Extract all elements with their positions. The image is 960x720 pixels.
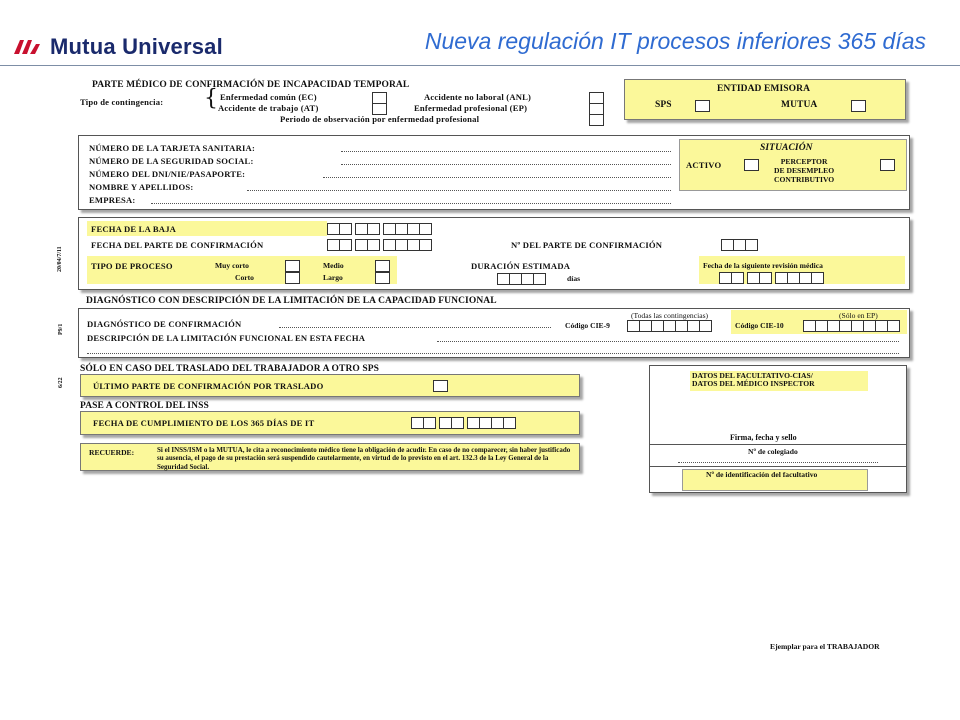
next-review-cells[interactable] bbox=[719, 272, 824, 284]
checkbox-transfer[interactable] bbox=[433, 380, 448, 392]
contingency-anl: Accidente no laboral (ANL) bbox=[424, 92, 532, 102]
diagnosis-cie9-label: Código CIE-9 bbox=[565, 321, 610, 330]
issuing-entity-panel bbox=[624, 79, 906, 120]
card-field[interactable] bbox=[341, 151, 671, 152]
company-label: EMPRESA: bbox=[89, 195, 136, 205]
confirm-number-label: Nº DEL PARTE DE CONFIRMACIÓN bbox=[511, 240, 663, 250]
transfer-last-label: ÚLTIMO PARTE DE CONFIRMACIÓN POR TRASLADO bbox=[93, 381, 324, 391]
next-review-label: Fecha de la siguiente revisión médica bbox=[703, 261, 823, 270]
checkbox-largo[interactable] bbox=[375, 272, 390, 284]
reminder-label: RECUERDE: bbox=[89, 448, 135, 457]
checkbox-corto[interactable] bbox=[285, 272, 300, 284]
diagnosis-only-ep: (Sólo en EP) bbox=[839, 311, 878, 320]
diagnosis-heading: DIAGNÓSTICO CON DESCRIPCIÓN DE LA LIMITACIÓN DE LA CAPACIDAD FUNCIONAL bbox=[86, 296, 497, 306]
side-code-c: 6/22 bbox=[58, 377, 64, 388]
inss-heading: PASE A CONTROL DEL INSS bbox=[80, 401, 209, 411]
entity-sps: SPS bbox=[655, 100, 672, 110]
checkbox-perceptor[interactable] bbox=[880, 159, 895, 171]
company-field[interactable] bbox=[151, 203, 671, 204]
contingency-label: Tipo de contingencia: bbox=[80, 97, 164, 107]
brand-logo bbox=[14, 34, 223, 60]
name-field[interactable] bbox=[247, 190, 671, 191]
cie9-cells[interactable] bbox=[627, 320, 712, 332]
diagnosis-panel bbox=[78, 308, 910, 358]
doctor-panel bbox=[649, 365, 907, 493]
dni-label: NÚMERO DEL DNI/NIE/PASAPORTE: bbox=[89, 169, 246, 179]
checkbox-active[interactable] bbox=[744, 159, 759, 171]
card-label: NÚMERO DE LA TARJETA SANITARIA: bbox=[89, 143, 256, 153]
baja-label: FECHA DE LA BAJA bbox=[91, 224, 177, 234]
diagnosis-cie10-label: Código CIE-10 bbox=[735, 321, 784, 330]
situation-panel bbox=[679, 139, 907, 191]
slide-title: Nueva regulación IT procesos inferiores 365 días bbox=[424, 28, 926, 54]
contingency-at: Accidente de trabajo (AT) bbox=[218, 103, 319, 113]
inss-date-cells[interactable] bbox=[411, 417, 516, 429]
name-label: NOMBRE Y APELLIDOS: bbox=[89, 182, 194, 192]
ss-label: NÚMERO DE LA SEGURIDAD SOCIAL: bbox=[89, 156, 254, 166]
logo-text: Mutua Universal bbox=[50, 34, 223, 59]
confirm-date-cells[interactable] bbox=[327, 239, 432, 251]
diagnosis-confirm-label: DIAGNÓSTICO DE CONFIRMACIÓN bbox=[87, 319, 242, 329]
limitation-label: DESCRIPCIÓN DE LA LIMITACIÓN FUNCIONAL EN ESTA FECHA bbox=[87, 333, 366, 343]
inss-date-label: FECHA DE CUMPLIMIENTO DE LOS 365 DÍAS DE IT bbox=[93, 418, 315, 428]
confirm-date-label: FECHA DEL PARTE DE CONFIRMACIÓN bbox=[91, 240, 264, 250]
checkbox-medio[interactable] bbox=[375, 260, 390, 272]
transfer-panel bbox=[80, 374, 580, 397]
inss-panel bbox=[80, 411, 580, 435]
duration-cells[interactable] bbox=[497, 273, 546, 285]
brace: { bbox=[204, 86, 218, 111]
process-type-label: TIPO DE PROCESO bbox=[91, 261, 173, 271]
doctor-divider-1 bbox=[650, 444, 906, 445]
contingency-ep: Enfermedad profesional (EP) bbox=[414, 103, 528, 113]
doctor-title-2: DATOS DEL MÉDICO INSPECTOR bbox=[692, 379, 815, 388]
transfer-heading: SÓLO EN CASO DEL TRASLADO DEL TRABAJADOR A OTRO SPS bbox=[80, 364, 380, 374]
side-code-a: 20/04/7/11 bbox=[57, 246, 63, 272]
checkbox-sps[interactable] bbox=[695, 100, 710, 112]
patient-panel bbox=[78, 135, 910, 210]
duration-label: DURACIÓN ESTIMADA bbox=[471, 261, 571, 271]
ss-field[interactable] bbox=[341, 164, 671, 165]
checkbox-obs[interactable] bbox=[589, 114, 604, 126]
situation-title: SITUACIÓN bbox=[760, 143, 813, 153]
dni-field[interactable] bbox=[323, 177, 671, 178]
diagnosis-all: (Todas las contingencias) bbox=[631, 311, 709, 320]
doctor-divider-2 bbox=[650, 466, 906, 467]
collegiate-field[interactable] bbox=[678, 462, 878, 463]
reminder-panel bbox=[80, 443, 580, 471]
header-divider bbox=[0, 65, 960, 66]
checkbox-mutua[interactable] bbox=[851, 100, 866, 112]
side-code-b: P9/1 bbox=[58, 323, 64, 335]
duration-days: días bbox=[567, 274, 581, 283]
limitation-field-1[interactable] bbox=[437, 341, 899, 342]
dates-panel bbox=[78, 217, 910, 290]
limitation-field-2[interactable] bbox=[87, 353, 899, 354]
diagnosis-confirm-field[interactable] bbox=[279, 327, 551, 328]
checkbox-muy-corto[interactable] bbox=[285, 260, 300, 272]
entity-title: ENTIDAD EMISORA bbox=[717, 84, 811, 94]
situation-perceptor: PERCEPTOR DE DESEMPLEO CONTRIBUTIVO bbox=[774, 157, 835, 184]
baja-date-cells[interactable] bbox=[327, 223, 432, 235]
doctor-title-1: DATOS DEL FACULTATIVO-CIAS/ bbox=[692, 371, 813, 380]
doctor-signature: Firma, fecha y sello bbox=[730, 433, 797, 442]
doctor-id: Nº de identificación del facultativo bbox=[706, 470, 818, 479]
process-largo: Largo bbox=[323, 273, 343, 282]
process-corto: Corto bbox=[235, 273, 254, 282]
cie10-cells[interactable] bbox=[803, 320, 900, 332]
situation-active: ACTIVO bbox=[686, 160, 722, 170]
doctor-collegiate: Nº de colegiado bbox=[748, 447, 798, 456]
entity-mutua: MUTUA bbox=[781, 100, 818, 110]
contingency-obs: Periodo de observación por enfermedad profesional bbox=[280, 114, 480, 124]
process-muy-corto: Muy corto bbox=[215, 261, 249, 270]
form-title: PARTE MÉDICO DE CONFIRMACIÓN DE INCAPACIDAD TEMPORAL bbox=[92, 80, 410, 90]
process-medio: Medio bbox=[323, 261, 344, 270]
copy-note: Ejemplar para el TRABAJADOR bbox=[770, 642, 880, 651]
reminder-text: Si el INSS/ISM o la MUTUA, le cita a reconocimiento médico tiene la obligación de acudir. En caso de no comparecer, sin haber justificado su ausencia, el pago de su prestación será suspendido cautelarmente, en virtud de lo previsto en el art. 132.3 de la Ley General de la Seguridad Social. bbox=[157, 446, 571, 471]
confirm-number-cells[interactable] bbox=[721, 239, 758, 251]
contingency-ec: Enfermedad común (EC) bbox=[220, 92, 317, 102]
mutua-logo-icon bbox=[14, 38, 44, 56]
